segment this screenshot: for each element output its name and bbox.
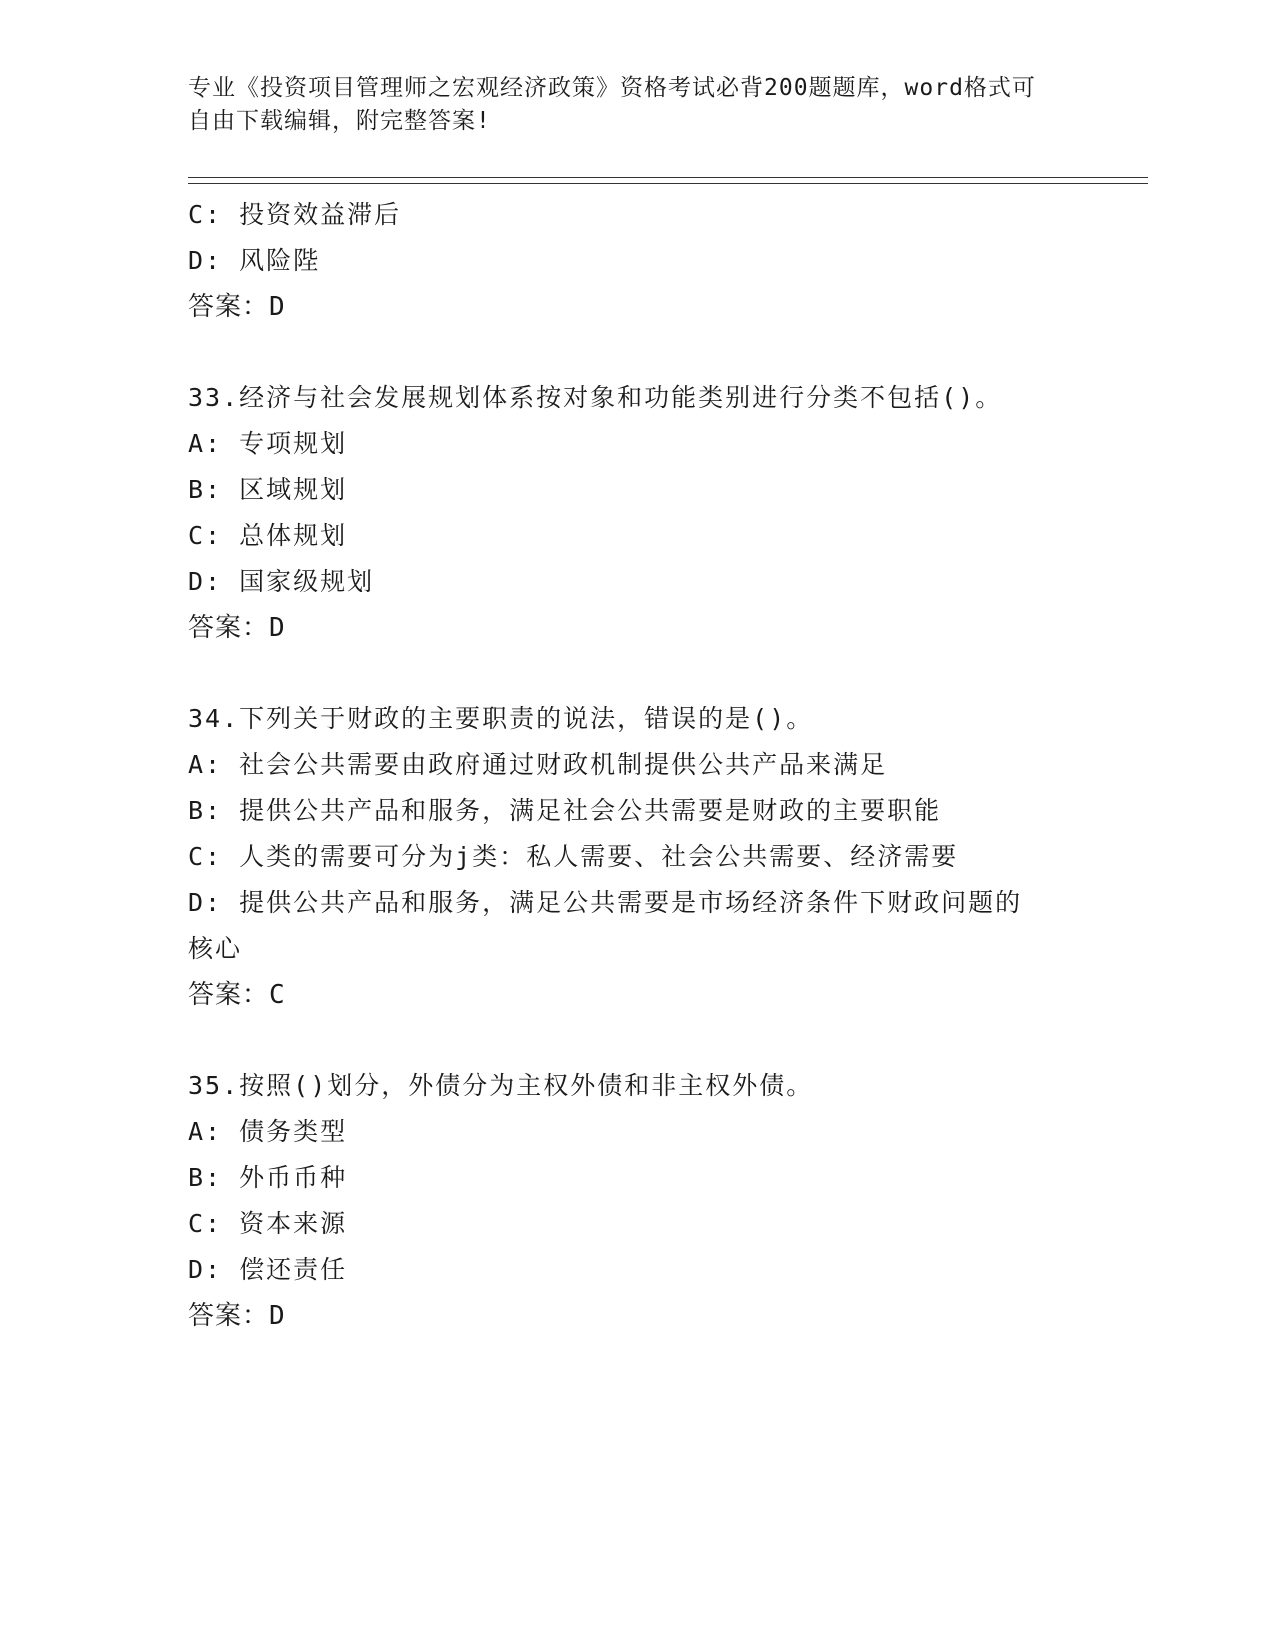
question-35 [188,1063,1088,1339]
option-c: C: 总体规划 [188,521,348,550]
option-d: D: 提供公共产品和服务，满足公共需要是市场经济条件下财政问题的核心 [188,888,1023,963]
question-stem: 34.下列关于财政的主要职责的说法，错误的是()。 [188,704,814,733]
question-stem: 35.按照()划分，外债分为主权外债和非主权外债。 [188,1071,814,1100]
option-c: C: 人类的需要可分为j类：私人需要、社会公共需要、经济需要 [188,842,959,871]
option-d: D: 风险陛 [188,246,321,275]
question-33 [188,375,1088,651]
answer: 答案：D [188,613,286,643]
spacer [188,651,1088,696]
spacer [188,330,1088,375]
option-d: D: 偿还责任 [188,1255,348,1284]
option-b: B: 外币币种 [188,1163,348,1192]
option-a: A: 债务类型 [188,1117,348,1146]
header-line-2: 自由下载编辑，附完整答案! [188,108,491,134]
prev-question-tail [188,192,1088,330]
question-stem: 33.经济与社会发展规划体系按对象和功能类别进行分类不包括()。 [188,383,1003,412]
answer: 答案：D [188,1301,286,1331]
option-b: B: 提供公共产品和服务，满足社会公共需要是财政的主要职能 [188,796,942,825]
option-c: C: 投资效益滞后 [188,200,402,229]
header-rule-top [188,177,1148,178]
document-header [188,72,1088,138]
option-a: A: 专项规划 [188,429,348,458]
spacer [188,1018,1088,1063]
option-b: B: 区域规划 [188,475,348,504]
header-line-1: 专业《投资项目管理师之宏观经济政策》资格考试必背200题题库，word格式可 [188,75,1036,101]
option-c: C: 资本来源 [188,1209,348,1238]
answer: 答案：D [188,292,286,322]
question-34 [188,696,1088,1018]
answer: 答案：C [188,980,286,1010]
question-list [188,192,1088,1339]
option-d: D: 国家级规划 [188,567,375,596]
option-a: A: 社会公共需要由政府通过财政机制提供公共产品来满足 [188,750,888,779]
header-rule-bottom [188,183,1148,184]
